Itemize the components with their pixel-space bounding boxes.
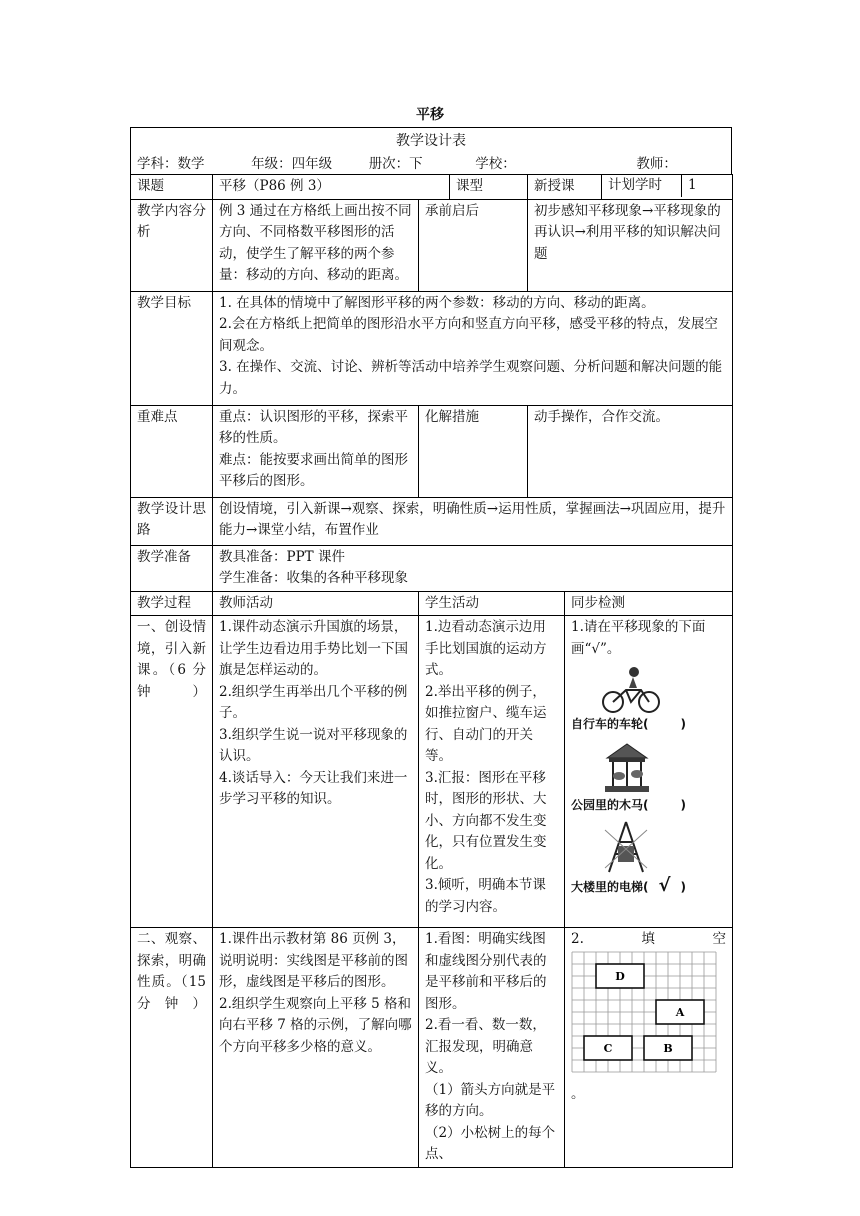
grid-shape-label: A	[675, 1005, 685, 1019]
prep-value	[213, 545, 733, 591]
check-close: )	[680, 797, 686, 812]
check-caption: 自行车的车轮(	[571, 717, 649, 731]
lesson-plan-table	[130, 174, 733, 1168]
stage2-student	[419, 928, 565, 1168]
teacher-step: 2.组织学生再举出几个平移的例子。	[219, 683, 408, 721]
topic-label: 课题	[131, 175, 213, 200]
student-step: 1.边看动态演示边用手比划国旗的运动方式。	[425, 619, 547, 678]
process-header-row	[131, 591, 733, 616]
goals-label: 教学目标	[131, 291, 213, 405]
elevator-picture	[601, 820, 651, 875]
topic-row	[131, 175, 733, 200]
idea-value: 创设情境，引入新课→观察、探索，明确性质→运用性质，掌握画法→巩固应用，提升能力→课堂小结，布置作业	[213, 497, 733, 545]
goal-item: 2.会在方格纸上把简单的图形沿水平方向和竖直方向平移，感受平移的特点，发展空间观念。	[219, 316, 718, 354]
student-step: 3.汇报：图形在平移时，图形的形状、大小、方向都不发生变化，只有位置发生变化。	[425, 769, 547, 872]
key-row	[131, 405, 733, 497]
topic-value: 平移（P86 例 3）	[213, 175, 450, 200]
content-label: 教学内容分析	[131, 199, 213, 291]
teacher-step: 3.组织学生说一说对平移现象的认识。	[219, 726, 408, 764]
teacher: 教师：	[636, 156, 677, 172]
check-item-carousel	[571, 795, 726, 817]
student-step: （2）小松树上的每个点、	[425, 1124, 556, 1162]
school: 学校：	[475, 156, 516, 172]
check-caption: 大楼里的电梯(	[571, 880, 649, 894]
process-col1: 教学过程	[131, 591, 213, 616]
difficult-point: 难点：能按要求画出简单的图形平移后的图形。	[219, 451, 408, 489]
measure-label: 化解措施	[419, 405, 528, 497]
hours-value: 1	[688, 177, 697, 193]
check-item-elevator	[571, 875, 726, 899]
content-value: 例 3 通过在方格纸上画出按不同方向、不同格数平移图形的活动，使学生了解平移的两个参量：移动的方向、移动的距离。	[213, 199, 419, 291]
prep-row	[131, 545, 733, 591]
grid-shape-label: C	[603, 1041, 613, 1055]
hours-cell	[602, 175, 733, 200]
translation-grid-figure	[571, 951, 717, 1077]
stage2-label: 二、观察、探索，明确性质。（15 分钟）	[131, 928, 213, 1168]
idea-label: 教学设计思路	[131, 497, 213, 545]
content-row	[131, 199, 733, 291]
grid-shape-label: B	[663, 1041, 673, 1055]
student-step: 1.看图：明确实线图和虚线图分别代表的是平移前和平移后的图形。	[425, 931, 547, 1012]
check-close: )	[680, 717, 686, 731]
check-item-bicycle	[571, 714, 726, 736]
grade: 年级：四年级	[251, 156, 333, 172]
subject: 学科：数学	[137, 156, 205, 172]
carousel-picture	[601, 740, 653, 795]
meta-row	[137, 152, 677, 172]
student-step: 3.倾听，明确本节课的学习内容。	[425, 877, 546, 915]
key-label: 重难点	[131, 405, 213, 497]
bicycle-rider-picture	[601, 664, 661, 714]
stage2-check	[565, 928, 733, 1168]
link-label: 承前启后	[419, 199, 528, 291]
type-label: 课型	[450, 175, 528, 200]
volume: 册次：下	[368, 156, 423, 172]
idea-row	[131, 497, 733, 545]
key-value	[213, 405, 419, 497]
key-point: 重点：认识图形的平移，探索平移的性质。	[219, 408, 408, 446]
document-title: 平移	[416, 107, 444, 123]
table-title: 教学设计表	[396, 133, 466, 149]
measure-value: 动手操作，合作交流。	[528, 405, 733, 497]
prep-teacher: 教具准备：PPT 课件	[219, 548, 345, 565]
student-step: 2.看一看、数一数，汇报发现，明确意义。	[425, 1017, 546, 1076]
teacher-step: 1.课件动态演示升国旗的场景，让学生边看边用手势比划一下国旗是怎样运动的。	[219, 619, 408, 678]
table-header	[130, 127, 732, 174]
stage1-check	[565, 616, 733, 928]
prep-student: 学生准备：收集的各种平移现象	[219, 570, 408, 586]
grid-shape-label: D	[615, 969, 625, 983]
answer-checkmark[interactable]: √	[658, 875, 671, 896]
teacher-step: 4.谈话导入：今天让我们来进一步学习平移的知识。	[219, 769, 408, 807]
check-intro: 1.请在平移现象的下面画“√”。	[571, 619, 706, 657]
process-col4: 同步检测	[565, 591, 733, 616]
link-value: 初步感知平移现象→平移现象的再认识→利用平移的知识解决问题	[528, 199, 733, 291]
teacher-step: 1.课件出示教材第 86 页例 3，说明说明：实线图是平移前的图形，虚线图是平移后的图形。	[219, 931, 408, 990]
goal-item: 3. 在操作、交流、讨论、辨析等活动中培养学生观察问题、分析问题和解决问题的能力。	[219, 359, 723, 397]
check-tail: 。	[571, 1086, 585, 1102]
process-col3: 学生活动	[419, 591, 565, 616]
check-caption: 公园里的木马(	[571, 797, 649, 812]
stage2-row	[131, 928, 733, 1168]
teacher-step: 2.组织学生观察向上平移 5 格和向右平移 7 格的示例，了解向哪个方向平移多少格的意义。	[219, 995, 412, 1055]
check-close: )	[680, 880, 686, 894]
goals-value	[213, 291, 733, 405]
fill-blank-title: 2.填空	[571, 931, 726, 947]
type-value: 新授课	[528, 175, 602, 200]
goal-item: 1. 在具体的情境中了解图形平移的两个参数：移动的方向、移动的距离。	[219, 294, 655, 311]
stage2-teacher	[213, 928, 419, 1168]
stage1-row	[131, 616, 733, 928]
stage1-label: 一、创设情境，引入新课。（6 分钟）	[131, 616, 213, 928]
student-step: 2.举出平移的例子，如推拉窗户、缆车运行、自动门的开关等。	[425, 683, 547, 764]
prep-label: 教学准备	[131, 545, 213, 591]
hours-label: 计划学时	[602, 175, 682, 197]
student-step: （1）箭头方向就是平移的方向。	[425, 1081, 556, 1119]
goals-row	[131, 291, 733, 405]
stage1-student	[419, 616, 565, 928]
stage1-teacher	[213, 616, 419, 928]
process-col2: 教师活动	[213, 591, 419, 616]
